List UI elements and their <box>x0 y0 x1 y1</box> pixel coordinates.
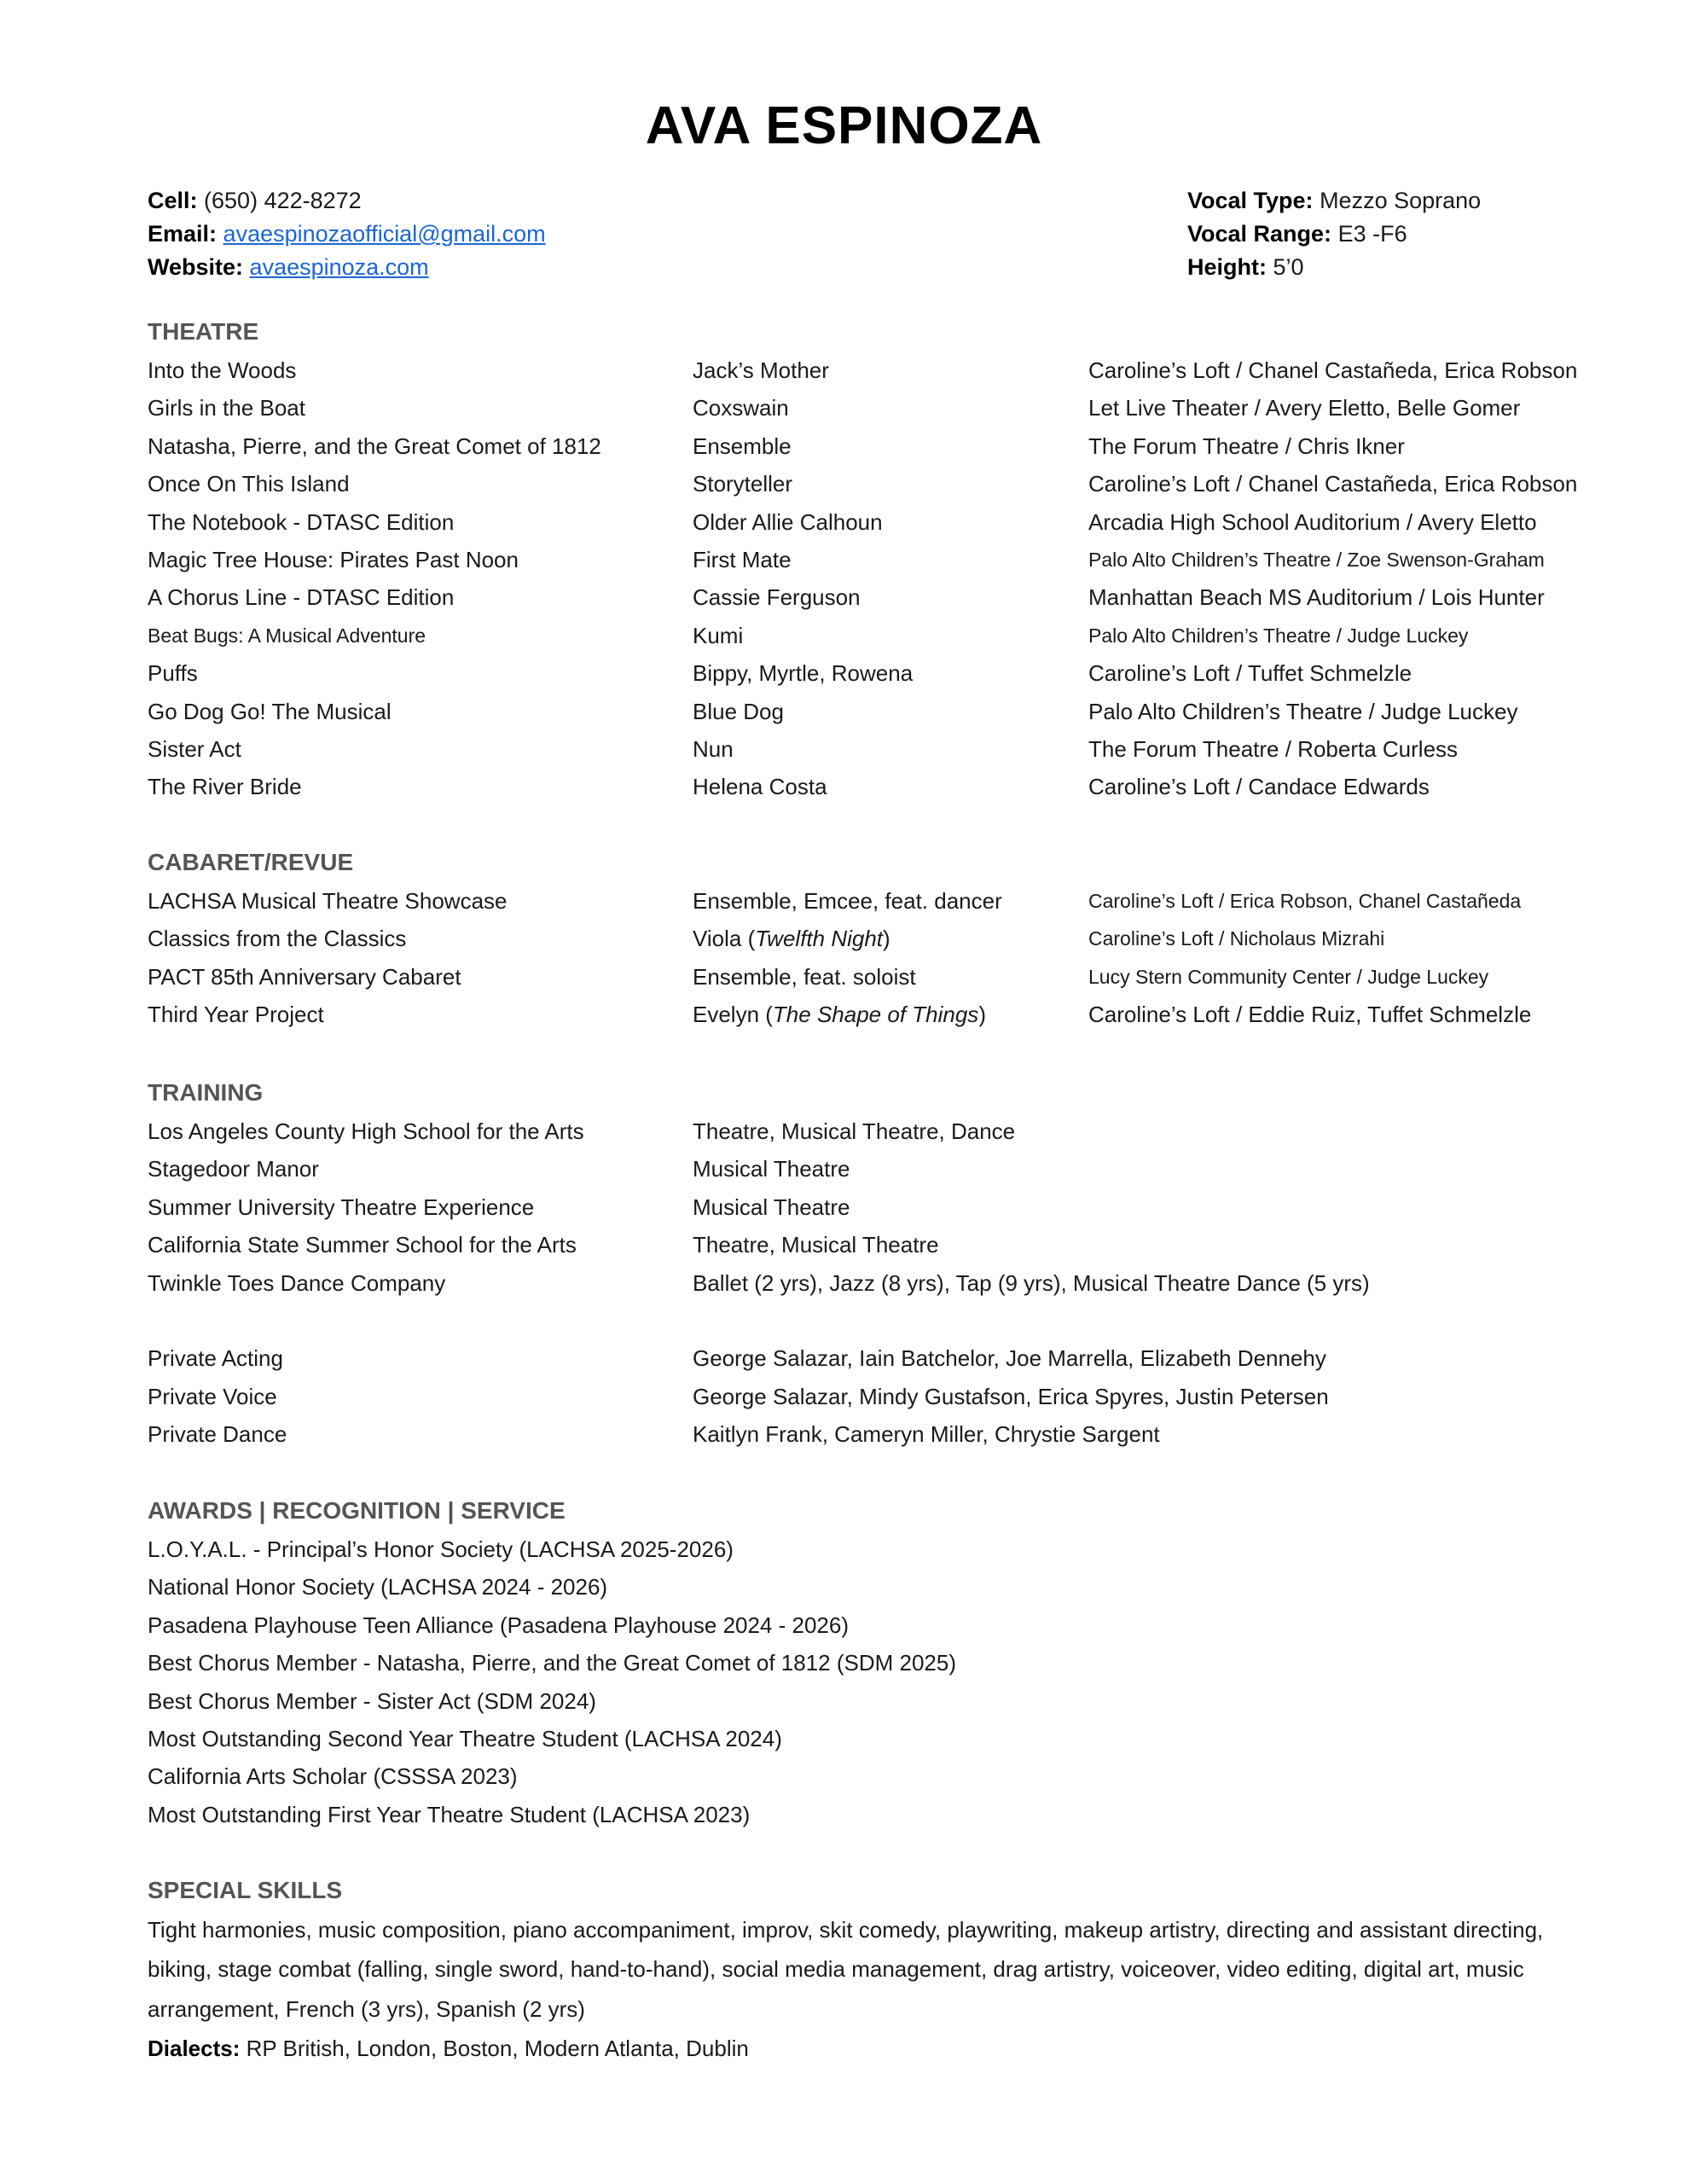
table-row <box>148 1264 1598 1302</box>
table-row <box>148 654 1598 692</box>
training-name: Private Dance <box>148 1421 287 1448</box>
section-heading: TRAINING <box>148 1079 264 1106</box>
table-row <box>148 1188 1598 1226</box>
height-value: 5’0 <box>1273 254 1304 280</box>
table-row <box>148 541 1598 578</box>
venue-director: Caroline’s Loft / Eddie Ruiz, Tuffet Schmelzle <box>1088 1002 1532 1028</box>
role-text: Ensemble, Emcee, feat. dancer <box>693 888 1002 914</box>
table-row <box>148 1226 1598 1263</box>
role-text-end: ) <box>978 1002 986 1028</box>
table-row <box>148 920 1598 957</box>
award-item: National Honor Society (LACHSA 2024 - 2026) <box>148 1574 608 1600</box>
training-section <box>148 1073 1598 1454</box>
table-row <box>148 958 1598 996</box>
role <box>693 958 916 996</box>
role: Nun <box>693 735 734 762</box>
table-row <box>148 768 1598 805</box>
table-row <box>148 882 1598 920</box>
role: Kumi <box>693 622 744 648</box>
vocal-info <box>1187 184 1481 284</box>
training-name: Private Voice <box>148 1383 277 1409</box>
award-item: L.O.Y.A.L. - Principal’s Honor Society (LACHSA 2025-2026) <box>148 1536 734 1562</box>
training-detail: Musical Theatre <box>693 1156 850 1182</box>
training-detail: George Salazar, Iain Batchelor, Joe Marrella, Elizabeth Dennehy <box>693 1345 1326 1372</box>
venue-director: Caroline’s Loft / Chanel Castañeda, Erica Robson <box>1088 357 1578 383</box>
show-title: A Chorus Line - DTASC Edition <box>148 584 455 611</box>
venue-director: Lucy Stern Community Center / Judge Luckey <box>1088 965 1489 988</box>
show-title: Natasha, Pierre, and the Great Comet of 1812 <box>148 433 601 459</box>
website-label: Website: <box>148 254 244 280</box>
section-heading: SPECIAL SKILLS <box>148 1877 343 1903</box>
table-row <box>148 1378 1598 1415</box>
show-title: Magic Tree House: Pirates Past Noon <box>148 546 519 572</box>
cabaret-section <box>148 843 1598 1034</box>
role <box>693 882 1002 920</box>
award-item: Best Chorus Member - Sister Act (SDM 2024) <box>148 1687 596 1714</box>
table-row <box>148 617 1598 654</box>
show-title: LACHSA Musical Theatre Showcase <box>148 888 508 914</box>
venue-director: Caroline’s Loft / Candace Edwards <box>1088 774 1430 800</box>
table-row <box>148 578 1598 616</box>
role: Jack’s Mother <box>693 357 829 383</box>
training-name: Los Angeles County High School for the Arts <box>148 1118 584 1144</box>
venue-director: Palo Alto Children’s Theatre / Judge Luckey <box>1088 624 1469 647</box>
vocal-range-label: Vocal Range: <box>1187 221 1332 247</box>
skills-section <box>148 1871 1598 2069</box>
award-item: Most Outstanding Second Year Theatre Student (LACHSA 2024) <box>148 1725 782 1751</box>
role: Older Allie Calhoun <box>693 508 883 535</box>
venue-director: Caroline’s Loft / Nicholaus Mizrahi <box>1088 927 1385 950</box>
role: Coxswain <box>693 395 789 421</box>
table-row <box>148 996 1598 1033</box>
theatre-section <box>148 312 1598 806</box>
venue-director: Caroline’s Loft / Tuffet Schmelzle <box>1088 660 1412 687</box>
award-item: Best Chorus Member - Natasha, Pierre, and the Great Comet of 1812 (SDM 2025) <box>148 1650 956 1676</box>
skills-text: Tight harmonies, music composition, piano accompaniment, improv, skit comedy, playwriting, makeup artistry, directing and assistant directing, biking, stage combat (falling, single sword, hand-to-hand), social media management, drag artistry, voiceover, video editing, digital art, music arrangement, French (3 yrs), Spanish (2 yrs) <box>148 1917 1544 2022</box>
role <box>693 920 890 957</box>
show-title: Beat Bugs: A Musical Adventure <box>148 624 426 647</box>
vocal-type-label: Vocal Type: <box>1187 188 1314 213</box>
award-item: California Arts Scholar (CSSSA 2023) <box>148 1763 518 1790</box>
role <box>693 996 986 1033</box>
role-text: Ensemble, feat. soloist <box>693 963 916 990</box>
table-row <box>148 693 1598 730</box>
page-title: AVA ESPINOZA <box>645 96 1043 155</box>
section-heading: CABARET/REVUE <box>148 849 354 875</box>
venue-director: Manhattan Beach MS Auditorium / Lois Hunter <box>1088 584 1545 611</box>
show-title: The River Bride <box>148 774 302 800</box>
training-detail: Theatre, Musical Theatre <box>693 1232 939 1258</box>
section-heading: AWARDS | RECOGNITION | SERVICE <box>148 1497 566 1524</box>
role-work-title: Twelfth Night <box>755 926 884 952</box>
venue-director: Palo Alto Children’s Theatre / Zoe Swenson-Graham <box>1088 548 1545 571</box>
training-name: Twinkle Toes Dance Company <box>148 1269 446 1296</box>
role: Ensemble <box>693 433 792 459</box>
table-row <box>148 503 1598 541</box>
show-title: PACT 85th Anniversary Cabaret <box>148 963 461 990</box>
show-title: Girls in the Boat <box>148 395 305 421</box>
venue-director: Caroline’s Loft / Chanel Castañeda, Erica Robson <box>1088 471 1578 497</box>
venue-director: The Forum Theatre / Roberta Curless <box>1088 735 1459 762</box>
vocal-type-value: Mezzo Soprano <box>1320 188 1482 213</box>
table-row <box>148 351 1598 389</box>
website-link[interactable]: avaespinoza.com <box>249 254 429 280</box>
show-title: Sister Act <box>148 735 241 762</box>
role-work-title: The Shape of Things <box>772 1002 979 1028</box>
contact-info <box>148 184 546 284</box>
training-detail: Ballet (2 yrs), Jazz (8 yrs), Tap (9 yrs), Musical Theatre Dance (5 yrs) <box>693 1269 1370 1296</box>
table-row <box>148 465 1598 502</box>
role-text: Evelyn ( <box>693 1002 773 1028</box>
email-link[interactable]: avaespinozaofficial@gmail.com <box>223 221 546 247</box>
cell-label: Cell: <box>148 188 198 213</box>
dialects-label: Dialects: <box>148 2036 241 2062</box>
venue-director: Caroline’s Loft / Erica Robson, Chanel Castañeda <box>1088 890 1522 912</box>
role-text: Viola ( <box>693 926 756 952</box>
training-name: Private Acting <box>148 1345 283 1372</box>
venue-director: Palo Alto Children’s Theatre / Judge Luckey <box>1088 698 1518 724</box>
vocal-range-value: E3 -F6 <box>1337 221 1407 247</box>
venue-director: The Forum Theatre / Chris Ikner <box>1088 433 1405 459</box>
show-title: The Notebook - DTASC Edition <box>148 508 455 535</box>
show-title: Go Dog Go! The Musical <box>148 698 392 724</box>
award-item: Most Outstanding First Year Theatre Student (LACHSA 2023) <box>148 1801 751 1827</box>
table-row <box>148 1339 1598 1377</box>
award-item: Pasadena Playhouse Teen Alliance (Pasadena Playhouse 2024 - 2026) <box>148 1612 850 1638</box>
venue-director: Arcadia High School Auditorium / Avery Eletto <box>1088 508 1537 535</box>
cell-value: (650) 422-8272 <box>204 188 362 213</box>
role: Storyteller <box>693 471 793 497</box>
table-row <box>148 1112 1598 1150</box>
training-name: Summer University Theatre Experience <box>148 1194 535 1220</box>
table-row <box>148 1415 1598 1453</box>
role: Bippy, Myrtle, Rowena <box>693 660 914 687</box>
role: First Mate <box>693 546 792 572</box>
training-detail: George Salazar, Mindy Gustafson, Erica Spyres, Justin Petersen <box>693 1383 1329 1409</box>
show-title: Once On This Island <box>148 471 350 497</box>
show-title: Puffs <box>148 660 198 687</box>
table-row <box>148 730 1598 768</box>
role: Blue Dog <box>693 698 784 724</box>
height-label: Height: <box>1187 254 1267 280</box>
training-detail: Musical Theatre <box>693 1194 850 1220</box>
training-detail: Kaitlyn Frank, Cameryn Miller, Chrystie Sargent <box>693 1421 1160 1448</box>
awards-section <box>148 1491 1598 1833</box>
training-detail: Theatre, Musical Theatre, Dance <box>693 1118 1016 1144</box>
table-row <box>148 427 1598 465</box>
training-name: California State Summer School for the Arts <box>148 1232 577 1258</box>
table-row <box>148 389 1598 427</box>
email-label: Email: <box>148 221 218 247</box>
role: Cassie Ferguson <box>693 584 861 611</box>
table-row <box>148 1150 1598 1188</box>
role: Helena Costa <box>693 774 827 800</box>
section-heading: THEATRE <box>148 318 259 345</box>
dialects-value: RP British, London, Boston, Modern Atlanta, Dublin <box>246 2036 749 2062</box>
venue-director: Let Live Theater / Avery Eletto, Belle Gomer <box>1088 395 1521 421</box>
training-name: Stagedoor Manor <box>148 1156 319 1182</box>
show-title: Into the Woods <box>148 357 297 383</box>
role-text-end: ) <box>883 926 890 952</box>
show-title: Third Year Project <box>148 1002 324 1028</box>
show-title: Classics from the Classics <box>148 926 407 952</box>
